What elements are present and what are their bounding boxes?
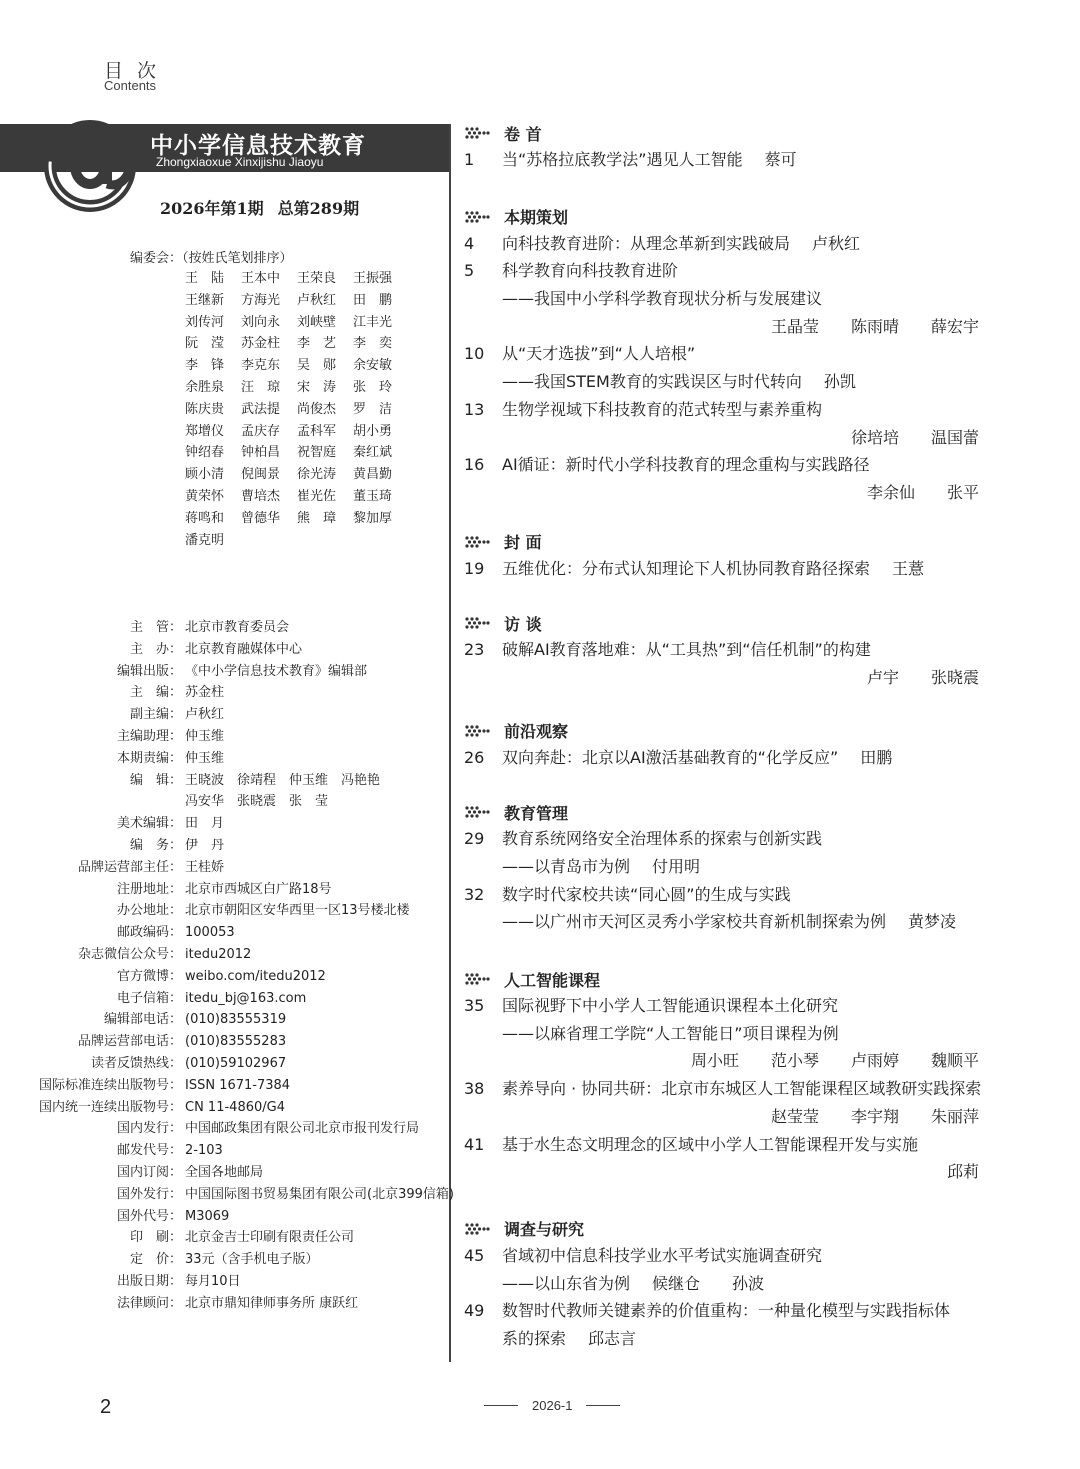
page-number: 2 [100, 1396, 112, 1418]
article-page: 45 [464, 1245, 485, 1265]
article-authors: 徐培培 温国蕾 [850, 427, 979, 447]
info-row [0, 617, 450, 639]
article-page: 38 [464, 1079, 485, 1099]
info-label: 办公地址： [116, 903, 182, 919]
article-entry[interactable] [464, 340, 984, 368]
board-member: 曹培杰 [241, 488, 281, 504]
article-subtitle-line [464, 368, 984, 396]
article-authors: 孙凯 [823, 372, 856, 392]
article-subtitle: ——以青岛市为例 [502, 857, 631, 876]
article-subtitle: ——我国STEM教育的实践误区与时代转向 [502, 372, 802, 392]
info-label: 品牌运营部电话： [77, 1034, 182, 1050]
board-member: 顾小清 [185, 467, 225, 483]
magazine-pinyin: Zhongxiaoxue Xinxijishu Jiaoyu [156, 155, 324, 169]
info-value: 中国邮政集团有限公司北京市报刊发行局 [185, 1121, 420, 1137]
info-value: 北京市教育委员会 [185, 620, 290, 635]
info-value: 全国各地邮局 [185, 1164, 264, 1180]
board-member: 宋 涛 [297, 379, 337, 395]
info-value: 仲玉维 [185, 728, 225, 744]
article-title-continued-line [464, 1325, 984, 1353]
article-authors: 蔡可 [764, 150, 797, 169]
article-title: 教育系统网络安全治理体系的探索与创新实践 [502, 829, 823, 849]
info-row [0, 1271, 450, 1293]
info-label: 编 辑： [129, 772, 182, 788]
info-row [0, 639, 450, 661]
info-value: 北京教育融媒体中心 [185, 641, 303, 657]
footer-rule [484, 1405, 518, 1406]
article-authors: 邱志言 [588, 1328, 637, 1348]
board-label: 编委会：（按姓氏笔划排序） [130, 251, 293, 266]
board-member: 徐光涛 [297, 467, 337, 483]
board-member: 王本中 [241, 271, 281, 286]
info-row [0, 726, 450, 748]
info-row [0, 900, 450, 922]
info-label: 本期责编： [116, 750, 182, 766]
article-title: 科学教育向科技教育进阶 [502, 261, 679, 281]
info-label: 国内统一连续出版物号： [38, 1099, 182, 1115]
info-label: 主 管： [129, 620, 182, 635]
board-member: 张 玲 [353, 379, 393, 395]
publication-info [0, 617, 454, 1315]
info-value: 冯安华 张晓震 张 莹 [185, 794, 329, 810]
section-dots-icon [464, 724, 492, 738]
info-row [0, 1031, 450, 1053]
board-member: 苏金柱 [241, 336, 281, 352]
article-authors: 赵莹莹 李宇翔 朱丽萍 [770, 1106, 979, 1126]
board-member: 王振强 [353, 271, 393, 286]
article-subtitle: ——以麻省理工学院“人工智能日”项目课程为例 [502, 1023, 839, 1043]
article-page: 26 [464, 747, 485, 767]
board-member: 王 陆 [185, 271, 225, 286]
article-page: 23 [464, 640, 485, 660]
info-label: 国内订阅： [116, 1164, 182, 1180]
info-label: 编 务： [129, 837, 182, 853]
info-row [0, 1009, 450, 1031]
info-row [0, 857, 450, 879]
info-row [0, 1206, 450, 1228]
article-entry[interactable] [464, 396, 984, 424]
info-label: 编辑部电话： [103, 1012, 182, 1028]
article-page: 4 [464, 233, 475, 253]
board-member: 李 奕 [353, 336, 393, 352]
info-row [0, 791, 450, 813]
section-title: 人工智能课程 [504, 970, 601, 990]
board-member: 郑增仪 [185, 423, 225, 439]
board-member: 祝智庭 [297, 445, 337, 461]
info-value: (010)83555283 [185, 1034, 287, 1050]
info-value: 苏金柱 [185, 685, 225, 701]
article-authors: 卢宇 张晓震 [866, 667, 979, 687]
article-entry[interactable] [464, 257, 984, 285]
info-value: 北京市鼎知律师事务所 康跃红 [185, 1295, 359, 1311]
info-label: 品牌运营部主任： [77, 859, 182, 875]
article-entry[interactable] [464, 825, 984, 853]
section-header [464, 120, 984, 146]
article-page: 13 [464, 399, 485, 419]
section-dots-icon [464, 1222, 492, 1236]
info-row [0, 661, 450, 683]
board-member-grid [185, 268, 425, 551]
info-row [0, 944, 450, 966]
board-member: 王荣良 [297, 271, 337, 286]
info-value: 中国国际图书贸易集团有限公司(北京399信箱) [185, 1186, 454, 1202]
info-value: 每月10日 [185, 1273, 241, 1289]
info-label: 官方微博： [116, 968, 182, 984]
board-member: 罗 洁 [353, 401, 393, 417]
board-member: 陈庆贵 [185, 401, 225, 417]
article-entry[interactable] [464, 881, 984, 909]
info-label: 邮发代号： [116, 1143, 182, 1159]
section-dots-icon [464, 126, 492, 140]
info-value: 卢秋红 [185, 707, 225, 723]
board-member: 胡小勇 [353, 423, 393, 439]
board-member: 孟科军 [297, 423, 337, 439]
info-value: ISSN 1671-7384 [185, 1077, 291, 1093]
section-header [464, 799, 984, 825]
info-label: 注册地址： [116, 881, 182, 897]
article-authors: 卢秋红 [812, 233, 861, 253]
article-entry[interactable] [464, 1297, 984, 1325]
article-entry[interactable] [464, 744, 984, 772]
at-sign-logo-icon [40, 114, 136, 214]
board-member: 刘向永 [241, 314, 281, 330]
article-title: 生物学视域下科技教育的范式转型与素养重构 [502, 399, 823, 419]
issue-number: 2026年第1期 [160, 199, 264, 218]
section-title: 调查与研究 [504, 1220, 585, 1240]
info-row [0, 835, 450, 857]
board-member: 潘克明 [185, 532, 225, 548]
article-authors: 田鹏 [860, 747, 893, 767]
section-header [464, 204, 984, 230]
info-label: 主 办： [129, 641, 182, 657]
article-subtitle-line [464, 1270, 984, 1298]
article-subtitle: ——我国中小学科学教育现状分析与发展建议 [502, 289, 823, 309]
article-entry[interactable] [464, 636, 984, 664]
article-authors: 周小旺 范小琴 卢雨婷 魏顺平 [690, 1051, 979, 1071]
info-row [0, 966, 450, 988]
info-value: 伊 丹 [185, 837, 225, 853]
info-value: 北京金吉士印刷有限责任公司 [185, 1230, 355, 1246]
article-authors: 黄梦凌 [908, 912, 957, 932]
info-row [0, 1140, 450, 1162]
info-value: 北京市朝阳区安华西里一区13号楼北楼 [185, 903, 410, 919]
board-member: 江丰光 [353, 314, 393, 330]
info-value: itedu2012 [185, 946, 252, 962]
board-member: 王继新 [185, 292, 225, 308]
article-title: 破解AI教育落地难：从“工具热”到“信任机制”的构建 [502, 640, 871, 660]
board-member: 黎加厚 [353, 510, 393, 526]
info-row [0, 748, 450, 770]
section-title: 访 谈 [504, 614, 542, 634]
page-title: 目 次 [104, 60, 161, 82]
info-row [0, 1097, 450, 1119]
info-label: 印 刷： [129, 1230, 182, 1246]
article-title: 素养导向 · 协同共研：北京市东城区人工智能课程区域教研实践探索 [502, 1079, 982, 1099]
board-member: 崔光佐 [297, 488, 337, 504]
board-member: 孟庆存 [241, 423, 281, 439]
info-row [0, 704, 450, 726]
footer-issue-text: 2026-1 [532, 1398, 573, 1413]
page-subtitle: Contents [104, 78, 157, 93]
article-title-continued: 系的探索 [502, 1328, 567, 1348]
section-header [464, 718, 984, 744]
info-row [0, 922, 450, 944]
info-row [0, 682, 450, 704]
info-label: 法律顾问： [116, 1295, 182, 1311]
section-header [464, 966, 984, 992]
info-label: 国外代号： [116, 1208, 182, 1224]
info-value: (010)83555319 [185, 1012, 287, 1028]
info-row [0, 879, 450, 901]
article-entry[interactable] [464, 1075, 984, 1103]
article-subtitle-line [464, 908, 984, 936]
info-row [0, 770, 450, 792]
section-title: 前沿观察 [504, 722, 569, 742]
info-label: 主 编： [129, 685, 182, 701]
info-label: 定 价： [129, 1252, 182, 1268]
article-authors: 候继仓 孙波 [652, 1273, 765, 1293]
article-entry[interactable] [464, 451, 984, 479]
board-member: 秦红斌 [353, 445, 393, 461]
info-value: 王晓波 徐靖程 仲玉维 冯艳艳 [185, 772, 381, 788]
info-row [0, 813, 450, 835]
board-member: 钟绍春 [185, 445, 225, 461]
info-row [0, 1118, 450, 1140]
issue-info [160, 196, 373, 219]
article-entry[interactable] [464, 146, 984, 174]
info-row [0, 1293, 450, 1315]
article-title: 双向奔赴：北京以AI激活基础教育的“化学反应” [502, 747, 839, 767]
info-label: 国际标准连续出版物号： [38, 1077, 182, 1093]
article-page: 49 [464, 1301, 485, 1321]
board-member: 李 艺 [297, 336, 337, 352]
article-entry[interactable] [464, 230, 984, 258]
section-title: 封 面 [504, 533, 542, 553]
board-member: 田 鹏 [353, 292, 393, 308]
board-member: 曾德华 [241, 510, 281, 526]
article-title: 数字时代家校共读“同心圆”的生成与实践 [502, 884, 791, 904]
info-value: M3069 [185, 1208, 230, 1224]
article-title: 数智时代教师关键素养的价值重构：一种量化模型与实践指标体 [502, 1301, 951, 1321]
article-authors: 付用明 [652, 857, 701, 876]
board-member: 吴 郧 [297, 358, 337, 374]
article-authors: 王晶莹 陈雨晴 薛宏宇 [770, 316, 979, 336]
info-label: 出版日期： [116, 1273, 182, 1289]
section-header [464, 1216, 984, 1242]
board-member: 方海光 [241, 292, 281, 308]
info-value: 《中小学信息技术教育》编辑部 [185, 663, 368, 679]
info-value: 33元（含手机电子版） [185, 1252, 319, 1268]
board-member: 卢秋红 [297, 292, 337, 308]
info-label: 美术编辑： [116, 816, 182, 832]
article-entry[interactable] [464, 992, 984, 1020]
info-row [0, 1053, 450, 1075]
article-title: 从“天才选拔”到“人人培根” [502, 344, 696, 364]
footer-issue [470, 1398, 634, 1413]
article-subtitle-line [464, 853, 984, 881]
info-value: 王桂娇 [185, 859, 225, 875]
article-title: 五维优化：分布式认知理论下人机协同教育路径探索 [502, 558, 871, 578]
section-dots-icon [464, 616, 492, 630]
section-dots-icon [464, 972, 492, 986]
info-label: 国外发行： [116, 1186, 182, 1202]
board-member: 刘传河 [185, 314, 225, 330]
section-header [464, 610, 984, 636]
article-title: 向科技教育进阶：从理念革新到实践破局 [502, 233, 791, 253]
board-member: 黄荣怀 [185, 488, 225, 504]
info-value: 仲玉维 [185, 750, 225, 766]
board-member: 李克东 [241, 358, 281, 374]
section-dots-icon [464, 535, 492, 549]
issue-total: 总第289期 [277, 199, 360, 218]
article-title: 国际视野下中小学人工智能通识课程本土化研究 [502, 996, 839, 1016]
article-title: 当“苏格拉底教学法”遇见人工智能 [502, 150, 743, 169]
section-title: 教育管理 [504, 803, 569, 823]
info-value: 北京市西城区白广路18号 [185, 881, 332, 897]
info-label: 读者反馈热线： [90, 1055, 182, 1071]
info-row [0, 988, 450, 1010]
footer-rule [586, 1405, 620, 1406]
info-label: 电子信箱： [116, 990, 182, 1006]
article-page: 16 [464, 455, 485, 475]
info-label: 副主编： [129, 707, 182, 723]
info-label: 编辑出版： [116, 663, 182, 679]
table-of-contents [464, 120, 984, 1353]
info-value: 田 月 [185, 816, 225, 832]
section-header [464, 529, 984, 555]
board-member: 武法提 [241, 401, 281, 417]
info-value: weibo.com/itedu2012 [185, 968, 326, 984]
section-title: 卷 首 [504, 124, 542, 144]
magazine-name: 中小学信息技术教育 [150, 133, 366, 159]
article-entry[interactable] [464, 555, 984, 583]
section-dots-icon [464, 210, 492, 224]
board-member: 余胜泉 [185, 379, 225, 395]
board-member: 倪闽景 [241, 467, 281, 483]
board-member: 汪 琼 [241, 379, 281, 395]
board-member: 余安敏 [353, 358, 393, 374]
board-member: 熊 璋 [297, 510, 337, 526]
article-title: 基于水生态文明理念的区域中小学人工智能课程开发与实施 [502, 1134, 919, 1154]
info-row [0, 1249, 450, 1271]
info-value: (010)59102967 [185, 1055, 287, 1071]
info-value: CN 11-4860/G4 [185, 1099, 285, 1115]
board-member: 刘峡壁 [297, 314, 337, 330]
article-authors: 李余仙 张平 [866, 482, 979, 502]
board-member: 李 锋 [185, 358, 225, 374]
section-title: 本期策划 [504, 208, 569, 228]
article-entry[interactable] [464, 1242, 984, 1270]
article-page: 41 [464, 1134, 485, 1154]
info-value: 100053 [185, 925, 235, 941]
article-subtitle: ——以山东省为例 [502, 1273, 631, 1293]
info-label: 国内发行： [116, 1121, 182, 1137]
article-title: 省域初中信息科技学业水平考试实施调查研究 [502, 1245, 823, 1265]
article-page: 35 [464, 996, 485, 1016]
article-page: 29 [464, 829, 485, 849]
info-value: itedu_bj@163.com [185, 990, 307, 1006]
info-label [0, 791, 182, 813]
board-member: 尚俊杰 [297, 401, 337, 417]
article-page: 1 [464, 150, 475, 169]
board-member: 蒋鸣和 [185, 510, 225, 526]
info-label: 邮政编码： [116, 925, 182, 941]
info-value: 2-103 [185, 1143, 223, 1159]
article-page: 32 [464, 884, 485, 904]
article-page: 19 [464, 558, 485, 578]
info-row [0, 1075, 450, 1097]
info-row [0, 1227, 450, 1249]
board-member: 董玉琦 [353, 488, 393, 504]
article-title: AI循证：新时代小学科技教育的理念重构与实践路径 [502, 455, 870, 475]
board-member: 黄昌勤 [353, 467, 393, 483]
article-authors: 邱莉 [946, 1162, 979, 1182]
article-authors: 王薏 [892, 558, 925, 578]
article-subtitle: ——以广州市天河区灵秀小学家校共育新机制探索为例 [502, 912, 887, 932]
board-member: 钟柏昌 [241, 445, 281, 461]
info-label: 主编助理： [116, 728, 182, 744]
article-entry[interactable] [464, 1131, 984, 1159]
article-page: 10 [464, 344, 485, 364]
board-member: 阮 滢 [185, 336, 225, 352]
info-row [0, 1184, 454, 1206]
section-dots-icon [464, 805, 492, 819]
info-label: 杂志微信公众号： [77, 946, 182, 962]
info-row [0, 1162, 450, 1184]
article-page: 5 [464, 261, 475, 281]
